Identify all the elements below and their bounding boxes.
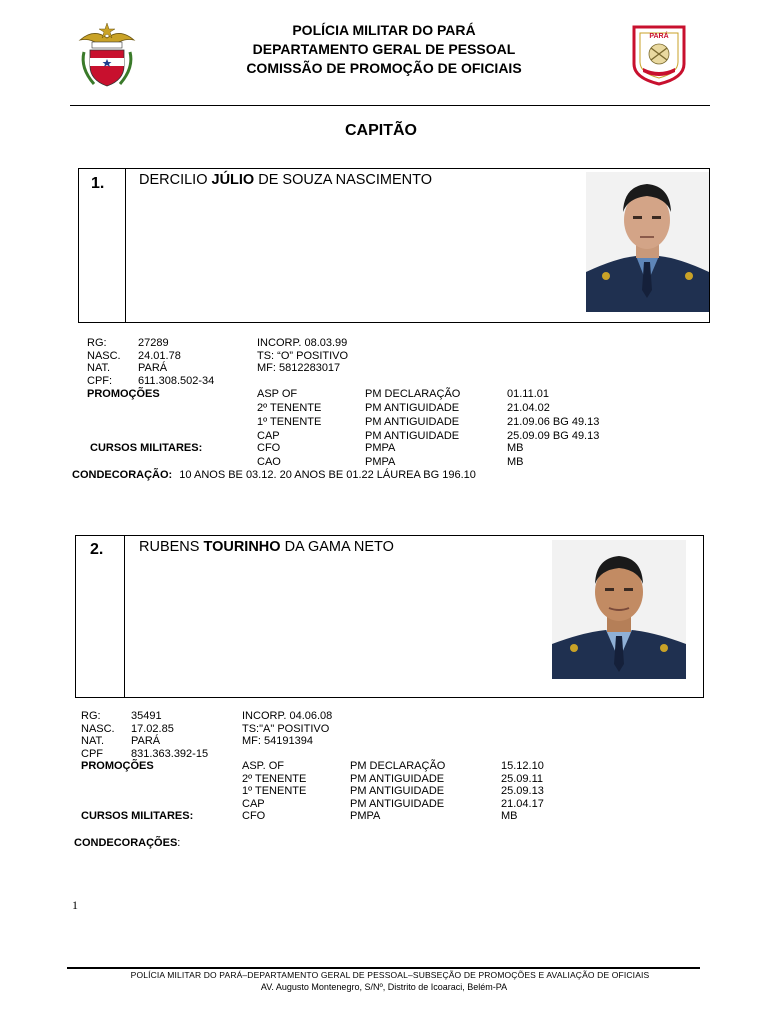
promocoes-label: PROMOÇÕES bbox=[81, 760, 154, 772]
name-last: DE SOUZA NASCIMENTO bbox=[254, 172, 433, 188]
promo-data: 25.09.11 bbox=[501, 772, 544, 785]
curso-local: PMPA bbox=[350, 810, 381, 822]
rg-label: RG: bbox=[87, 337, 107, 349]
nat-value: PARÁ bbox=[131, 735, 161, 747]
promo-criterio: PM ANTIGUIDADE bbox=[350, 797, 445, 810]
header-title-line3: COMISSÃO DE PROMOÇÃO DE OFICIAIS bbox=[246, 60, 522, 76]
nat-label: NAT. bbox=[87, 362, 111, 374]
section-title: CAPITÃO bbox=[345, 122, 417, 139]
curso-name: CAO bbox=[257, 456, 281, 468]
promo-posto: 2º TENENTE bbox=[257, 402, 322, 414]
rg-value: 27289 bbox=[138, 337, 169, 349]
condecoracao-line bbox=[74, 837, 180, 850]
incorp-date: INCORP. 04.06.08 bbox=[242, 710, 333, 722]
card-divider bbox=[125, 169, 126, 322]
promo-data: 15.12.10 bbox=[501, 760, 544, 772]
footer-line2: AV. Augusto Montenegro, S/Nº, Distrito de Icoaraci, Belém-PA bbox=[260, 982, 508, 992]
curso-mencao: MB bbox=[507, 456, 524, 468]
page-number: 1 bbox=[72, 898, 78, 912]
cursos-label: CURSOS MILITARES: bbox=[90, 442, 203, 454]
condecoracao-colon: : bbox=[177, 837, 181, 849]
footer-divider bbox=[67, 967, 700, 969]
cpf-value: 611.308.502-34 bbox=[138, 374, 215, 387]
nasc-label: NASC. bbox=[81, 722, 115, 735]
name-war: TOURINHO bbox=[203, 539, 281, 555]
nasc-value: 24.01.78 bbox=[138, 349, 181, 362]
footer-line1: POLÍCIA MILITAR DO PARÁ–DEPARTAMENTO GERAL DE PESSOAL–SUBSEÇÃO DE PROMOÇÕES E AVALIAÇÃO DE OFICIAIS bbox=[130, 970, 650, 980]
officer-name bbox=[139, 539, 394, 555]
curso-local: PMPA bbox=[365, 456, 396, 468]
officer-name bbox=[139, 172, 432, 188]
promo-criterio: PM ANTIGUIDADE bbox=[365, 416, 460, 428]
header-title-line2: DEPARTAMENTO GERAL DE PESSOAL bbox=[252, 41, 516, 57]
rg-value: 35491 bbox=[131, 710, 162, 722]
promo-criterio: PM ANTIGUIDADE bbox=[365, 402, 460, 414]
mf-number: MF: 5812283017 bbox=[257, 362, 341, 374]
promo-data: 25.09.09 BG 49.13 bbox=[507, 430, 600, 442]
promo-posto: ASP OF bbox=[257, 388, 298, 400]
name-last: DA GAMA NETO bbox=[280, 539, 394, 555]
blood-type: TS: “O” POSITIVO bbox=[257, 349, 349, 362]
condecoracao-line bbox=[72, 469, 476, 482]
name-first: RUBENS bbox=[139, 539, 204, 555]
nasc-value: 17.02.85 bbox=[131, 722, 174, 735]
curso-local: PMPA bbox=[365, 442, 396, 454]
officer-card-2 bbox=[75, 535, 704, 698]
promo-posto: CAP bbox=[257, 430, 280, 442]
promo-posto: CAP bbox=[242, 797, 265, 810]
condecoracao-label: CONDECORAÇÃO: bbox=[72, 469, 173, 481]
promo-data: 25.09.13 bbox=[501, 785, 544, 797]
cpf-label: CPF bbox=[81, 747, 103, 760]
blood-type: TS:"A" POSITIVO bbox=[242, 722, 330, 735]
mf-number: MF: 54191394 bbox=[242, 735, 313, 747]
header-title-line1: POLÍCIA MILITAR DO PARÁ bbox=[292, 22, 476, 38]
promo-posto: 1º TENENTE bbox=[242, 785, 307, 797]
officer-card-1 bbox=[78, 168, 710, 323]
officer-photo bbox=[586, 172, 709, 312]
name-war: JÚLIO bbox=[211, 172, 255, 188]
officer-number: 1. bbox=[91, 175, 105, 192]
officer-photo bbox=[552, 540, 686, 679]
officer-number: 2. bbox=[90, 541, 104, 558]
card-divider bbox=[124, 536, 125, 697]
promo-data: 21.04.17 bbox=[501, 797, 544, 810]
nat-value: PARÁ bbox=[138, 362, 168, 374]
condecoracao-value: 10 ANOS BE 03.12. 20 ANOS BE 01.22 LÁUREA BG 196.10 bbox=[179, 469, 476, 481]
promo-criterio: PM ANTIGUIDADE bbox=[350, 772, 445, 785]
cpf-value: 831.363.392-15 bbox=[131, 747, 209, 760]
name-first: DERCILIO bbox=[139, 172, 212, 188]
curso-name: CFO bbox=[242, 810, 266, 822]
condecoracao-label: CONDECORAÇÕES bbox=[74, 837, 178, 849]
promo-posto: 2º TENENTE bbox=[242, 772, 307, 785]
promo-criterio: PM DECLARAÇÃO bbox=[350, 760, 446, 772]
emblem-text-para: PARÁ bbox=[649, 33, 669, 40]
promo-criterio: PM DECLARAÇÃO bbox=[365, 388, 461, 400]
promo-data: 21.09.06 BG 49.13 bbox=[507, 416, 600, 428]
promo-data: 21.04.02 bbox=[507, 402, 550, 414]
curso-mencao: MB bbox=[507, 442, 524, 454]
promo-criterio: PM ANTIGUIDADE bbox=[365, 430, 460, 442]
para-state-emblem-icon bbox=[631, 24, 687, 86]
promocoes-label: PROMOÇÕES bbox=[87, 388, 160, 400]
promo-posto: 1º TENENTE bbox=[257, 416, 322, 428]
cpf-label: CPF: bbox=[87, 374, 113, 387]
header-divider bbox=[70, 105, 710, 106]
promo-criterio: PM ANTIGUIDADE bbox=[350, 785, 445, 797]
curso-name: CFO bbox=[257, 442, 281, 454]
cursos-label: CURSOS MILITARES: bbox=[81, 810, 194, 822]
incorp-date: INCORP. 08.03.99 bbox=[257, 337, 348, 349]
rg-label: RG: bbox=[81, 710, 101, 722]
promo-data: 01.11.01 bbox=[507, 388, 550, 400]
promo-posto: ASP. OF bbox=[242, 760, 284, 772]
curso-mencao: MB bbox=[501, 810, 518, 822]
nasc-label: NASC. bbox=[87, 349, 121, 362]
nat-label: NAT. bbox=[81, 735, 105, 747]
